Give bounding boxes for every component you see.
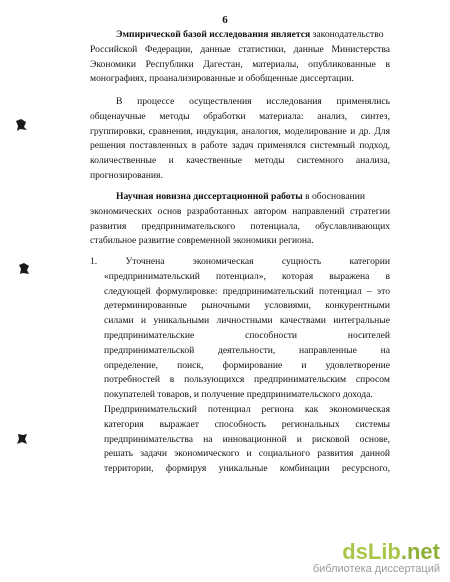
text-line	[90, 190, 390, 205]
text-line: определение, поиск, формирование и удовлетворение	[104, 359, 390, 371]
paragraph-novelty	[90, 190, 390, 249]
text-line: количественные и качественные методы системного анализа,	[90, 155, 390, 167]
scan-speck-icon	[18, 263, 30, 275]
text-line: Предпринимательский потенциал региона как экономическая	[104, 403, 390, 415]
dslib-logo	[313, 541, 440, 563]
text-line	[90, 28, 390, 43]
text-line: экономических основ разработанных автором направлений стратегии	[90, 205, 390, 217]
text-line: монографиях, проанализированные и обобщенные диссертации.	[90, 73, 354, 85]
scan-speck-icon	[14, 118, 28, 132]
text-line: потребностей в пользующихся предпринимательским спросом	[104, 374, 390, 386]
text-line: Экономики Республики Дагестан, материалы, опубликованные в	[90, 58, 390, 70]
text-line: территории, формируя уникальные комбинации ресурсного,	[104, 463, 390, 475]
bold-lead: Научная новизна диссертационной работы	[116, 191, 303, 202]
watermark-subtitle: библиотека диссертаций	[312, 563, 440, 575]
text-line: следующей формулировке: предпринимательский потенциал – это	[104, 285, 390, 297]
scan-speck-icon	[16, 433, 28, 445]
text-line: детерминированные рыночными условиями, конкурентными	[104, 300, 390, 312]
list-first-line: Уточнена экономическая сущность категории	[125, 256, 390, 267]
text-line: развития предпринимательского потенциала, обуславливающих	[90, 220, 390, 232]
line-rest: в обосновании	[302, 191, 365, 202]
text-line: общенаучные методы обработки материала: анализ, синтез,	[90, 110, 390, 122]
text-line: Российской Федерации, данные статистики, данные Министерства	[90, 43, 390, 55]
text-line: решать задачи экономического и социального развития данной	[104, 448, 390, 460]
logo-tld: .net	[400, 539, 440, 564]
text-line: силами и уникальными личностными качествами интегральные	[104, 315, 390, 327]
line-rest: законодательство	[310, 29, 384, 40]
list-item-1	[90, 255, 390, 477]
text-line: решения поставленных в работе задач применялся системный подход,	[90, 140, 390, 152]
text-line: стабильное развитие современной экономики региона.	[90, 235, 314, 247]
bold-lead: Эмпирической базой исследования является	[116, 29, 311, 40]
paragraph-empirical-base	[90, 28, 390, 87]
text-line: предпринимательской деятельности, направленные на	[104, 344, 390, 356]
text-line: «предпринимательский потенциал», которая выражена в	[104, 270, 390, 282]
paragraph-methods	[90, 95, 390, 184]
text-line	[90, 255, 390, 270]
text-line: В процессе осуществления исследования применялись	[116, 96, 390, 107]
text-line: группировки, сравнения, индукция, аналогия, моделирование и др. Для	[90, 125, 390, 137]
dslib-watermark[interactable]	[313, 541, 440, 576]
text-line: прогнозирования.	[90, 169, 163, 181]
text-line: покупателей товаров, и получение предпринимательского дохода.	[104, 389, 373, 401]
text-line: категория выражает способность региональных системы	[104, 418, 390, 430]
text-line: предпринимательские способности носителей	[104, 329, 390, 341]
list-number: 1.	[90, 256, 98, 267]
page-number: 6	[222, 14, 228, 26]
text-line: предпринимательства на инновационной и рисковой основе,	[104, 433, 390, 445]
logo-main: dsLib	[342, 539, 401, 564]
